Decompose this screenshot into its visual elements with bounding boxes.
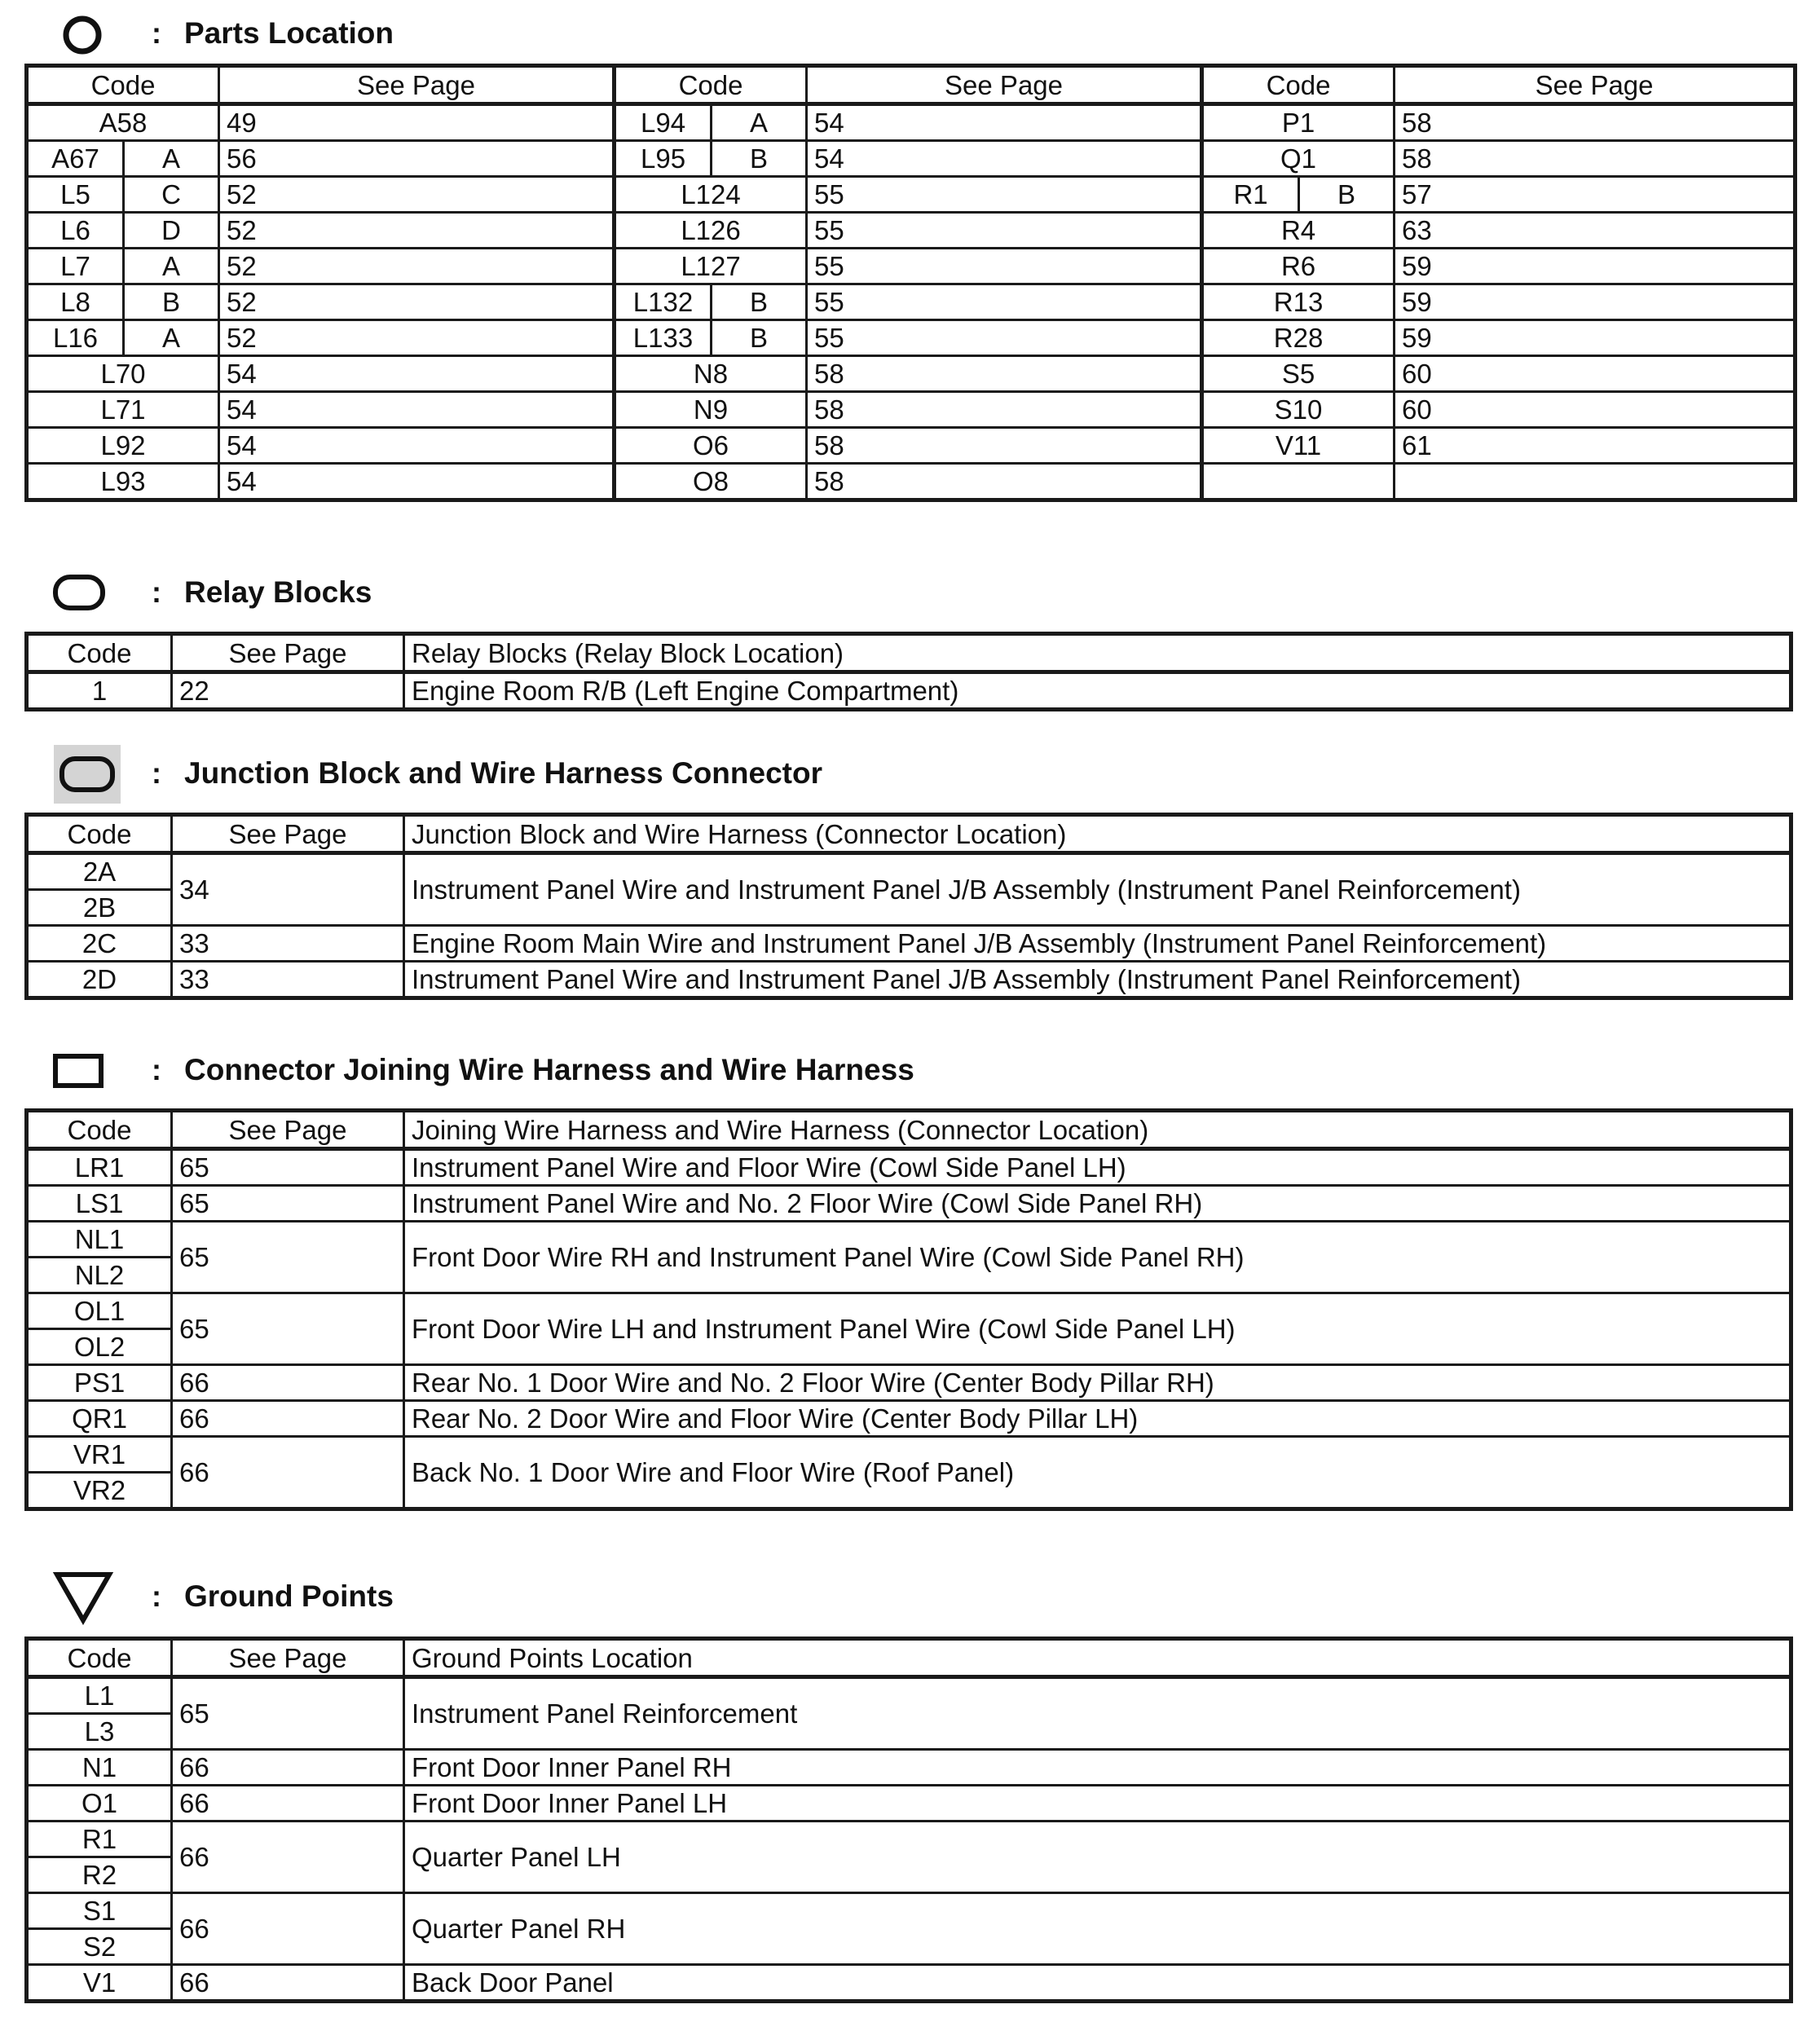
- see-page-cell: 58: [807, 392, 1202, 428]
- code-cell: P1: [1202, 104, 1395, 141]
- code-cell: L6: [27, 213, 124, 249]
- table-row: [27, 392, 1796, 428]
- code-cell: L71: [27, 392, 219, 428]
- code-cell: L7: [27, 249, 124, 284]
- code-sub-cell: D: [124, 213, 219, 249]
- see-page-cell: 22: [172, 672, 404, 710]
- code-cell: 1: [27, 672, 172, 710]
- code-cell: R4: [1202, 213, 1395, 249]
- code-cell: 2A: [27, 853, 172, 890]
- header-description: Junction Block and Wire Harness (Connector Location): [404, 815, 1791, 853]
- table-row: [27, 284, 1796, 320]
- code-cell: L95: [615, 141, 712, 177]
- shaded-rounded-symbol-icon: [59, 755, 116, 793]
- table-row: [27, 1677, 1791, 1714]
- header-see-page: See Page: [172, 1639, 404, 1677]
- code-sub-cell: C: [124, 177, 219, 213]
- see-page-cell: 55: [807, 213, 1202, 249]
- junction-block-table: [24, 813, 1793, 1000]
- code-cell: Q1: [1202, 141, 1395, 177]
- see-page-cell: 60: [1395, 356, 1796, 392]
- section-title: Relay Blocks: [184, 575, 372, 609]
- ground-points-table: [24, 1637, 1793, 2003]
- code-cell: LR1: [27, 1149, 172, 1186]
- code-cell: L127: [615, 249, 807, 284]
- see-page-cell: 65: [172, 1186, 404, 1222]
- code-cell: R28: [1202, 320, 1395, 356]
- code-cell: 2D: [27, 962, 172, 998]
- see-page-cell: 66: [172, 1786, 404, 1822]
- code-cell: L93: [27, 464, 219, 500]
- code-cell: N8: [615, 356, 807, 392]
- header-row: [27, 815, 1791, 853]
- see-page-cell: 55: [807, 284, 1202, 320]
- see-page-cell: 54: [807, 141, 1202, 177]
- table-row: [27, 853, 1791, 890]
- code-sub-cell: B: [712, 284, 807, 320]
- see-page-cell: 52: [219, 284, 615, 320]
- code-cell: L133: [615, 320, 712, 356]
- see-page-cell: 66: [172, 1365, 404, 1401]
- table-row: [27, 1293, 1791, 1329]
- header-see-page: See Page: [807, 66, 1202, 104]
- see-page-cell: [1395, 464, 1796, 500]
- code-cell: L70: [27, 356, 219, 392]
- table-row: [27, 1893, 1791, 1929]
- see-page-cell: 65: [172, 1149, 404, 1186]
- code-cell: L5: [27, 177, 124, 213]
- see-page-cell: 65: [172, 1222, 404, 1293]
- table-row: [27, 464, 1796, 500]
- see-page-cell: 55: [807, 249, 1202, 284]
- see-page-cell: 56: [219, 141, 615, 177]
- header-code: Code: [615, 66, 807, 104]
- see-page-cell: 58: [807, 464, 1202, 500]
- description-cell: Front Door Inner Panel LH: [404, 1786, 1791, 1822]
- table-row: [27, 104, 1796, 141]
- header-description: Relay Blocks (Relay Block Location): [404, 634, 1791, 672]
- code-cell: V11: [1202, 428, 1395, 464]
- code-cell: R6: [1202, 249, 1395, 284]
- code-cell: A58: [27, 104, 219, 141]
- code-cell: L92: [27, 428, 219, 464]
- code-sub-cell: A: [712, 104, 807, 141]
- see-page-cell: 65: [172, 1293, 404, 1365]
- code-cell: R2: [27, 1857, 172, 1893]
- parts-location-table: [24, 64, 1797, 502]
- see-page-cell: 66: [172, 1822, 404, 1893]
- see-page-cell: 57: [1395, 177, 1796, 213]
- code-cell: [1202, 464, 1395, 500]
- see-page-cell: 52: [219, 320, 615, 356]
- header-code: Code: [27, 634, 172, 672]
- table-row: [27, 1437, 1791, 1473]
- table-row: [27, 1401, 1791, 1437]
- description-cell: Quarter Panel RH: [404, 1893, 1791, 1965]
- code-cell: LS1: [27, 1186, 172, 1222]
- code-cell: PS1: [27, 1365, 172, 1401]
- parts-location-heading: [0, 0, 734, 65]
- description-cell: Rear No. 1 Door Wire and No. 2 Floor Wire (Center Body Pillar RH): [404, 1365, 1791, 1401]
- junction-block-heading: [0, 742, 1141, 807]
- code-cell: O8: [615, 464, 807, 500]
- code-cell: N1: [27, 1750, 172, 1786]
- header-see-page: See Page: [1395, 66, 1796, 104]
- see-page-cell: 52: [219, 177, 615, 213]
- heading-colon: :: [152, 1053, 161, 1086]
- see-page-cell: 33: [172, 926, 404, 962]
- see-page-cell: 66: [172, 1401, 404, 1437]
- see-page-cell: 54: [219, 464, 615, 500]
- description-cell: Instrument Panel Wire and Instrument Panel J/B Assembly (Instrument Panel Reinforcement): [404, 962, 1791, 998]
- joining-connector-heading: [0, 1037, 1141, 1102]
- see-page-cell: 59: [1395, 284, 1796, 320]
- see-page-cell: 66: [172, 1437, 404, 1509]
- header-row: [27, 1111, 1791, 1149]
- see-page-cell: 59: [1395, 249, 1796, 284]
- table-row: [27, 1365, 1791, 1401]
- header-row: [27, 66, 1796, 104]
- code-cell: S1: [27, 1893, 172, 1929]
- header-row: [27, 1639, 1791, 1677]
- description-cell: Instrument Panel Wire and Floor Wire (Cowl Side Panel LH): [404, 1149, 1791, 1186]
- header-code: Code: [27, 66, 219, 104]
- code-cell: NL1: [27, 1222, 172, 1258]
- table-row: [27, 320, 1796, 356]
- table-row: [27, 672, 1791, 710]
- description-cell: Quarter Panel LH: [404, 1822, 1791, 1893]
- heading-colon: :: [152, 1579, 161, 1613]
- description-cell: Engine Room Main Wire and Instrument Panel J/B Assembly (Instrument Panel Reinforcement): [404, 926, 1791, 962]
- table-row: [27, 1965, 1791, 2002]
- relay-blocks-heading: [0, 561, 734, 626]
- code-cell: L94: [615, 104, 712, 141]
- see-page-cell: 58: [807, 428, 1202, 464]
- description-cell: Instrument Panel Wire and No. 2 Floor Wire (Cowl Side Panel RH): [404, 1186, 1791, 1222]
- see-page-cell: 49: [219, 104, 615, 141]
- header-see-page: See Page: [219, 66, 615, 104]
- see-page-cell: 60: [1395, 392, 1796, 428]
- header-description: Ground Points Location: [404, 1639, 1791, 1677]
- rounded-oval-symbol-icon: [52, 574, 106, 611]
- table-row: [27, 141, 1796, 177]
- description-cell: Instrument Panel Wire and Instrument Panel J/B Assembly (Instrument Panel Reinforcement): [404, 853, 1791, 926]
- description-cell: Rear No. 2 Door Wire and Floor Wire (Center Body Pillar LH): [404, 1401, 1791, 1437]
- heading-colon: :: [152, 16, 161, 50]
- rectangle-symbol-icon: [52, 1053, 104, 1089]
- header-code: Code: [27, 1111, 172, 1149]
- section-title: Junction Block and Wire Harness Connector: [184, 756, 822, 790]
- table-row: [27, 249, 1796, 284]
- code-sub-cell: B: [124, 284, 219, 320]
- header-code: Code: [27, 1639, 172, 1677]
- code-cell: VR2: [27, 1473, 172, 1509]
- code-cell: S10: [1202, 392, 1395, 428]
- code-cell: L132: [615, 284, 712, 320]
- table-row: [27, 177, 1796, 213]
- description-cell: Front Door Wire LH and Instrument Panel Wire (Cowl Side Panel LH): [404, 1293, 1791, 1365]
- code-cell: OL2: [27, 1329, 172, 1365]
- see-page-cell: 65: [172, 1677, 404, 1750]
- heading-colon: :: [152, 575, 161, 609]
- table-row: [27, 1222, 1791, 1258]
- code-cell: NL2: [27, 1258, 172, 1293]
- description-cell: Front Door Inner Panel RH: [404, 1750, 1791, 1786]
- table-row: [27, 1822, 1791, 1857]
- circle-symbol-icon: [62, 15, 103, 55]
- table-row: [27, 1786, 1791, 1822]
- code-cell: O6: [615, 428, 807, 464]
- code-sub-cell: B: [712, 320, 807, 356]
- header-see-page: See Page: [172, 815, 404, 853]
- table-row: [27, 213, 1796, 249]
- code-cell: S5: [1202, 356, 1395, 392]
- code-cell: S2: [27, 1929, 172, 1965]
- see-page-cell: 54: [807, 104, 1202, 141]
- header-code: Code: [27, 815, 172, 853]
- table-row: [27, 356, 1796, 392]
- see-page-cell: 55: [807, 177, 1202, 213]
- heading-colon: :: [152, 756, 161, 790]
- see-page-cell: 66: [172, 1750, 404, 1786]
- section-title: Connector Joining Wire Harness and Wire Harness: [184, 1053, 914, 1086]
- code-cell: OL1: [27, 1293, 172, 1329]
- code-cell: A67: [27, 141, 124, 177]
- table-row: [27, 1750, 1791, 1786]
- code-cell: N9: [615, 392, 807, 428]
- code-sub-cell: A: [124, 320, 219, 356]
- code-cell: L1: [27, 1677, 172, 1714]
- see-page-cell: 34: [172, 853, 404, 926]
- see-page-cell: 55: [807, 320, 1202, 356]
- code-sub-cell: A: [124, 249, 219, 284]
- section-title: Parts Location: [184, 16, 394, 50]
- see-page-cell: 58: [807, 356, 1202, 392]
- code-sub-cell: A: [124, 141, 219, 177]
- code-cell: L16: [27, 320, 124, 356]
- see-page-cell: 54: [219, 428, 615, 464]
- table-row: [27, 428, 1796, 464]
- table-row: [27, 1186, 1791, 1222]
- see-page-cell: 54: [219, 356, 615, 392]
- see-page-cell: 66: [172, 1893, 404, 1965]
- header-description: Joining Wire Harness and Wire Harness (Connector Location): [404, 1111, 1791, 1149]
- section-title: Ground Points: [184, 1579, 394, 1613]
- see-page-cell: 59: [1395, 320, 1796, 356]
- code-cell: L124: [615, 177, 807, 213]
- see-page-cell: 61: [1395, 428, 1796, 464]
- ground-points-heading: [0, 1563, 734, 1628]
- description-cell: Engine Room R/B (Left Engine Compartment): [404, 672, 1791, 710]
- description-cell: Instrument Panel Reinforcement: [404, 1677, 1791, 1750]
- header-code: Code: [1202, 66, 1395, 104]
- header-see-page: See Page: [172, 634, 404, 672]
- triangle-symbol-icon: [52, 1570, 114, 1625]
- see-page-cell: 58: [1395, 141, 1796, 177]
- description-cell: Front Door Wire RH and Instrument Panel Wire (Cowl Side Panel RH): [404, 1222, 1791, 1293]
- code-cell: L3: [27, 1714, 172, 1750]
- code-cell: L126: [615, 213, 807, 249]
- code-cell: O1: [27, 1786, 172, 1822]
- code-cell: L8: [27, 284, 124, 320]
- header-row: [27, 634, 1791, 672]
- relay-blocks-table: [24, 632, 1793, 711]
- code-cell: R1: [27, 1822, 172, 1857]
- code-cell: V1: [27, 1965, 172, 2002]
- code-cell: VR1: [27, 1437, 172, 1473]
- code-cell: 2B: [27, 890, 172, 926]
- see-page-cell: 33: [172, 962, 404, 998]
- code-cell: R1: [1202, 177, 1299, 213]
- code-cell: R13: [1202, 284, 1395, 320]
- code-cell: 2C: [27, 926, 172, 962]
- header-see-page: See Page: [172, 1111, 404, 1149]
- see-page-cell: 54: [219, 392, 615, 428]
- see-page-cell: 52: [219, 213, 615, 249]
- table-row: [27, 962, 1791, 998]
- code-sub-cell: B: [1299, 177, 1395, 213]
- code-cell: QR1: [27, 1401, 172, 1437]
- joining-connector-table: [24, 1108, 1793, 1511]
- see-page-cell: 63: [1395, 213, 1796, 249]
- see-page-cell: 58: [1395, 104, 1796, 141]
- see-page-cell: 66: [172, 1965, 404, 2002]
- description-cell: Back No. 1 Door Wire and Floor Wire (Roof Panel): [404, 1437, 1791, 1509]
- code-sub-cell: B: [712, 141, 807, 177]
- description-cell: Back Door Panel: [404, 1965, 1791, 2002]
- see-page-cell: 52: [219, 249, 615, 284]
- table-row: [27, 1149, 1791, 1186]
- table-row: [27, 926, 1791, 962]
